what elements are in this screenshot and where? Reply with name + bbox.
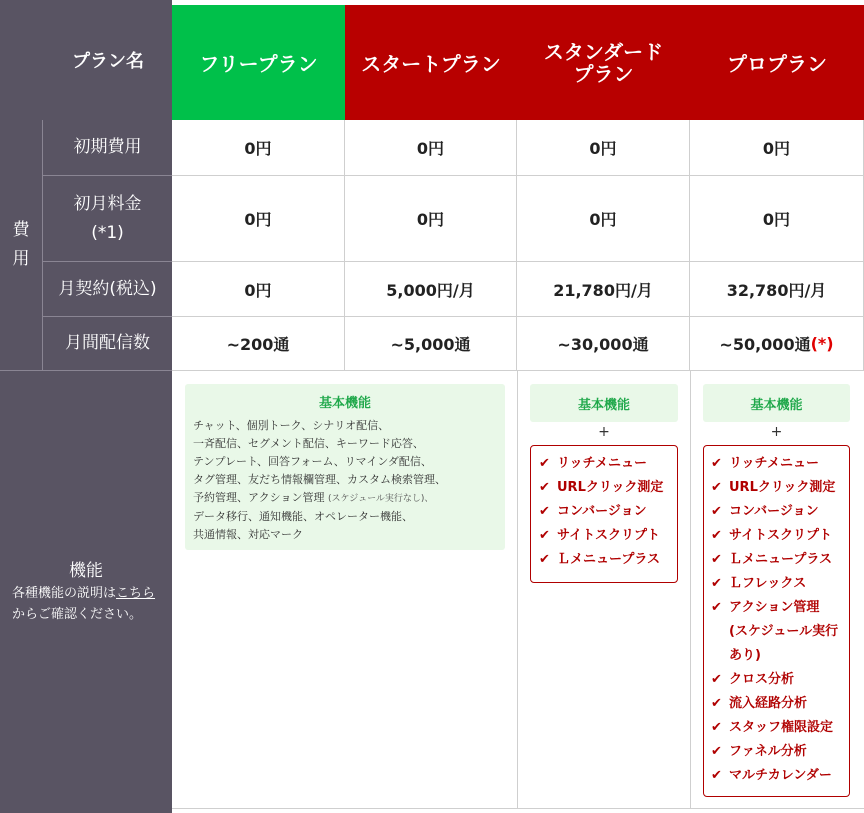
pro-feature-item: [711, 572, 845, 596]
plan-title-pro: プロプラン: [727, 52, 827, 76]
cell-monthly-start: 5,000円/月: [345, 262, 517, 317]
check-icon: ✔: [711, 528, 722, 543]
row-label-monthly-deliveries: 月間配信数: [43, 317, 172, 371]
check-icon: ✔: [539, 528, 550, 543]
pro-feature-item: [711, 500, 845, 524]
header-standard-plan: [517, 5, 690, 120]
header-pro-plan: [690, 5, 864, 120]
header-start-plan-title: [345, 5, 517, 120]
pro-feature-item: [711, 692, 845, 716]
pro-feature-label: スタッフ権限設定: [729, 720, 834, 735]
row-label-first-month-fee: 初月料金 (*1): [43, 176, 172, 262]
basic-features-box: [185, 384, 505, 550]
cell-monthly-free: 0円: [172, 262, 345, 317]
plan-name-label: プラン名: [72, 51, 144, 72]
features-label: 機能: [69, 561, 103, 581]
standard-feature-label: サイトスクリプト: [557, 528, 660, 543]
check-icon: ✔: [711, 720, 722, 735]
standard-feature-item: [539, 452, 673, 476]
divider-standard: [517, 371, 518, 809]
standard-feature-item: [539, 500, 673, 524]
cell-first-month-start: 0円: [345, 176, 517, 262]
pro-feature-label: URLクリック測定: [729, 480, 836, 495]
check-icon: ✔: [711, 696, 722, 711]
pro-feature-label: Ｌフレックス: [729, 576, 807, 591]
pro-feature-item: [711, 548, 845, 572]
check-icon: ✔: [711, 768, 722, 783]
check-icon: ✔: [539, 456, 550, 471]
basic-features-list: チャット、個別トーク、シナリオ配信、 一斉配信、セグメント配信、キーワード応答、 テンプレート、回答フォーム、リマインダ配信、 タグ管理、友だち情報欄管理、カスタム検索管理、 予約管理、アクション管理 (スケジュール実行なし)、 データ移行、通知機能、オペレーター機能、 共通情報、対応マーク: [193, 419, 446, 541]
cell-first-month-pro: 0円: [690, 176, 864, 262]
features-help-link[interactable]: こちら: [116, 586, 156, 601]
check-icon: ✔: [711, 480, 722, 495]
plan-title-start: スタートプラン: [361, 52, 501, 76]
standard-basic-features-box: 基本機能: [530, 384, 678, 422]
standard-feature-label: URLクリック測定: [557, 480, 664, 495]
pro-feature-item: [711, 668, 845, 692]
pro-plus: +: [770, 424, 783, 440]
row-label-initial-fee: 初期費用: [43, 120, 172, 176]
cell-deliveries-start: ~5,000通: [345, 317, 517, 371]
cell-deliveries-pro: ~50,000通 (*): [690, 317, 864, 371]
check-icon: ✔: [711, 576, 722, 591]
check-icon: ✔: [539, 480, 550, 495]
standard-extra-features: [530, 445, 678, 583]
pro-feature-item: [711, 452, 845, 476]
features-note: 各種機能の説明はこちら からご確認ください。: [12, 586, 156, 622]
cell-initial-fee-free: 0円: [172, 120, 345, 176]
pro-feature-label: リッチメニュー: [729, 456, 819, 471]
pro-feature-label: サイトスクリプト: [729, 528, 832, 543]
pro-feature-label: アクション管理 (スケジュール実行あり): [729, 600, 839, 663]
pro-extra-features: [703, 445, 850, 797]
pro-basic-features-box: 基本機能: [703, 384, 850, 422]
check-icon: ✔: [711, 672, 722, 687]
check-icon: ✔: [539, 504, 550, 519]
plan-title-standard: スタンダード プラン: [543, 39, 664, 86]
pro-feature-label: クロス分析: [729, 672, 795, 687]
pro-feature-label: Ｌメニュープラス: [729, 552, 832, 567]
cell-monthly-pro: 32,780円/月: [690, 262, 864, 317]
features-label-cell: [0, 371, 172, 813]
plan-name-header: [0, 0, 172, 120]
cell-deliveries-free: ~200通: [172, 317, 345, 371]
pro-feature-label: ファネル分析: [729, 744, 807, 759]
standard-feature-item: [539, 524, 673, 548]
cost-group-label: 費 用: [0, 120, 43, 371]
check-icon: ✔: [539, 552, 550, 567]
check-icon: ✔: [711, 552, 722, 567]
cell-deliveries-standard: ~30,000通: [517, 317, 690, 371]
standard-feature-label: Ｌメニュープラス: [557, 552, 660, 567]
cell-initial-fee-pro: 0円: [690, 120, 864, 176]
cell-first-month-free: 0円: [172, 176, 345, 262]
pro-feature-item: [711, 740, 845, 764]
divider-pro: [690, 371, 691, 809]
check-icon: ✔: [711, 600, 722, 615]
pro-feature-item: [711, 764, 845, 788]
standard-plus: +: [598, 424, 610, 440]
standard-feature-item: [539, 548, 673, 572]
check-icon: ✔: [711, 504, 722, 519]
cell-monthly-standard: 21,780円/月: [517, 262, 690, 317]
pro-feature-label: 流入経路分析: [729, 696, 808, 711]
standard-feature-item: [539, 476, 673, 500]
plan-title-free: フリープラン: [199, 52, 318, 76]
pro-feature-item: [711, 524, 845, 548]
check-icon: ✔: [711, 456, 722, 471]
check-icon: ✔: [711, 744, 722, 759]
standard-feature-label: コンバージョン: [557, 504, 647, 519]
cell-initial-fee-standard: 0円: [517, 120, 690, 176]
header-free-plan: [172, 5, 345, 120]
cell-initial-fee-start: 0円: [345, 120, 517, 176]
pro-feature-label: マルチカレンダー: [729, 768, 832, 783]
pro-feature-item: [711, 476, 845, 500]
row-label-monthly-contract: 月契約(税込): [43, 262, 172, 317]
pro-feature-label: コンバージョン: [729, 504, 819, 519]
basic-features-title: 基本機能: [318, 396, 371, 411]
pro-feature-item: [711, 596, 845, 668]
footnote-marker: (*): [810, 334, 834, 353]
standard-feature-label: リッチメニュー: [557, 456, 647, 471]
cell-first-month-standard: 0円: [517, 176, 690, 262]
pro-feature-item: [711, 716, 845, 740]
